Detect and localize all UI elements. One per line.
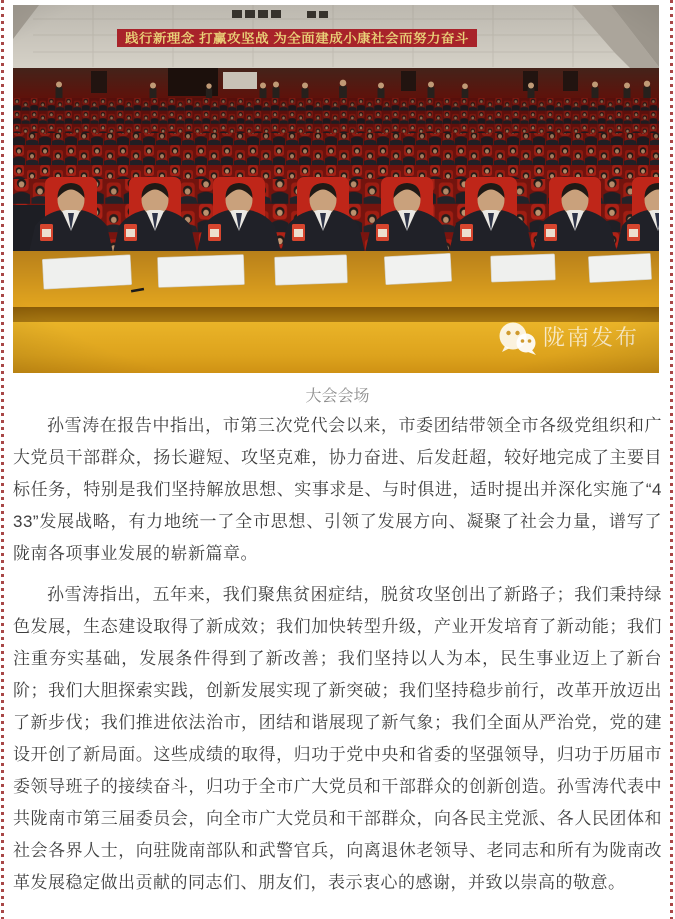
page-border-left xyxy=(1,0,4,919)
photo-caption: 大会会场 xyxy=(305,388,370,405)
conference-photo-svg xyxy=(13,5,659,373)
article-paragraph-1: 孙雪涛在报告中指出，市第三次党代会以来，市委团结带领全市各级党组织和广大党员干部群众，扬长避短、攻坚克难，协力奋进、后发赶超，较好地完成了主要目标任务，特别是我们坚持解放思想、实事求是、与时俱进，适时提出并深化实施了“433”发展战略，有力地统一了全市思想、引领了发展方向、凝聚了社会力量，谱写了陇南各项事业发展的崭新篇章。 xyxy=(13,416,662,563)
page-border-right xyxy=(670,0,673,919)
article-paragraph-2: 孙雪涛指出，五年来，我们聚焦贫困症结，脱贫攻坚创出了新路子；我们秉持绿色发展，生态建设取得了新成效；我们加快转型升级，产业开发培育了新动能；我们注重夯实基础，发展条件得到了新改善；我们坚持以人为本，民生事业迈上了新台阶；我们大胆探索实践，创新发展实现了新突破；我们坚持稳步前行，改革开放迈出了新步伐；我们推进依法治市，团结和谐展现了新气象；我们全面从严治党，党的建设开创了新局面。这些成绩的取得，归功于党中央和省委的坚强领导，归功于历届市委领导班子的接续奋斗，归功于全市广大党员和干部群众的创新创造。孙雪涛代表中共陇南市第三届委员会，向全市广大党员和干部群众，向各民主党派、各人民团体和社会各界人士，向驻陇南部队和武警官兵，向离退休老领导、老同志和所有为陇南改革发展稳定做出贡献的同志们、朋友们，表示衷心的感谢，并致以崇高的敬意。 xyxy=(13,585,662,892)
conference-photo[interactable] xyxy=(13,5,659,373)
